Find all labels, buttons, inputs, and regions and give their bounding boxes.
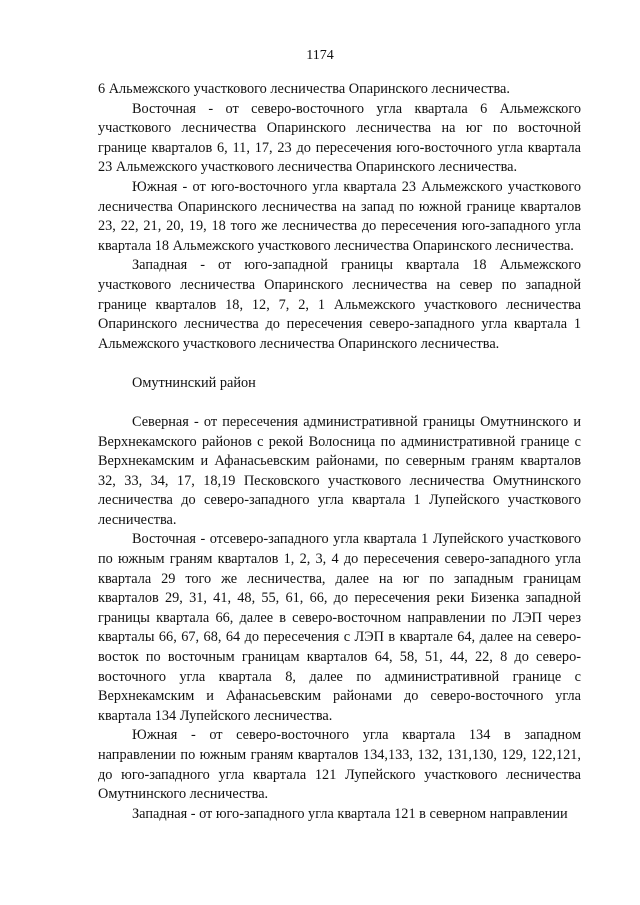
paragraph-omutninsky-eastern: Восточная - отсеверо-западного угла квартала 1 Лупейского участкового по южным граням кварталов 1, 2, 3, 4 до пересечения северо-западного угла квартала 29 того же лесничества, далее на юг по западным границам кварталов 29, 31, 41, 48, 55, 61, 66, до пересечения реки Бизенка западной границы квартала 66, далее в северо-восточном направлении по ЛЭП через кварталы 66, 67, 68, 64 до пересечения с ЛЭП в квартале 64, далее на северо-восток по восточным границам кварталов 64, 58, 51, 44, 22, 8 до северо-восточного угла квартала 8, далее по административной границе с Верхнекамским и Афанасьевским районами до северо-восточного угла квартала 134 Лупейского лесничества.	[98, 531, 581, 724]
paragraph-continuation: 6 Альмежского участкового лесничества Опаринского лесничества.	[98, 81, 510, 97]
paragraph-omutninsky-southern: Южная - от северо-восточного угла квартала 134 в западном направлении по южным граням кварталов 134,133, 132, 131,130, 129, 122,121, до юго-западного угла квартала 121 Лупейского участкового лесничества Омутнинского лесничества.	[98, 727, 581, 803]
page-number: 1174	[306, 48, 334, 63]
paragraph-omutninsky-western: Западная - от юго-западного угла квартала 121 в северном направлении	[132, 805, 568, 822]
section-heading-omutninsky: Омутнинский район	[132, 375, 256, 392]
paragraph-omutninsky-northern: Северная - от пересечения административной границы Омутнинского и Верхнекамского районов с рекой Волосница по административной границе с Верхнекамским и Афанасьевским районами, по северным граням кварталов 32, 33, 34, 17, 18,19 Песковского участкового лесничества Омутнинского лесничества до северо-западного угла квартала 1 Лупейского участкового лесничества.	[98, 413, 581, 528]
paragraph-western-boundary: Западная - от юго-западной границы квартала 18 Альмежского участкового лесничества Опаринского лесничества на север по западной границе кварталов 18, 12, 7, 2, 1 Альмежского участкового лесничества Опаринского лесничества до пересечения северо-западного угла квартала 1 Альмежского участкового лесничества Опаринского лесничества.	[98, 257, 581, 352]
paragraph-southern-boundary: Южная - от юго-восточного угла квартала 23 Альмежского участкового лесничества Опаринского лесничества на запад по южной границе кварталов 23, 22, 21, 20, 19, 18 того же лесничества до пересечения юго-западного угла квартала 18 Альмежского участкового лесничества Опаринского лесничества.	[98, 178, 581, 254]
paragraph-eastern-boundary: Восточная - от северо-восточного угла квартала 6 Альмежского участкового лесничества Опаринского лесничества на юг по восточной границе кварталов 6, 11, 17, 23 до пересечения юго-восточного угла квартала 23 Альмежского участкового лесничества Опаринского лесничества.	[98, 100, 581, 176]
document-body	[98, 80, 581, 824]
